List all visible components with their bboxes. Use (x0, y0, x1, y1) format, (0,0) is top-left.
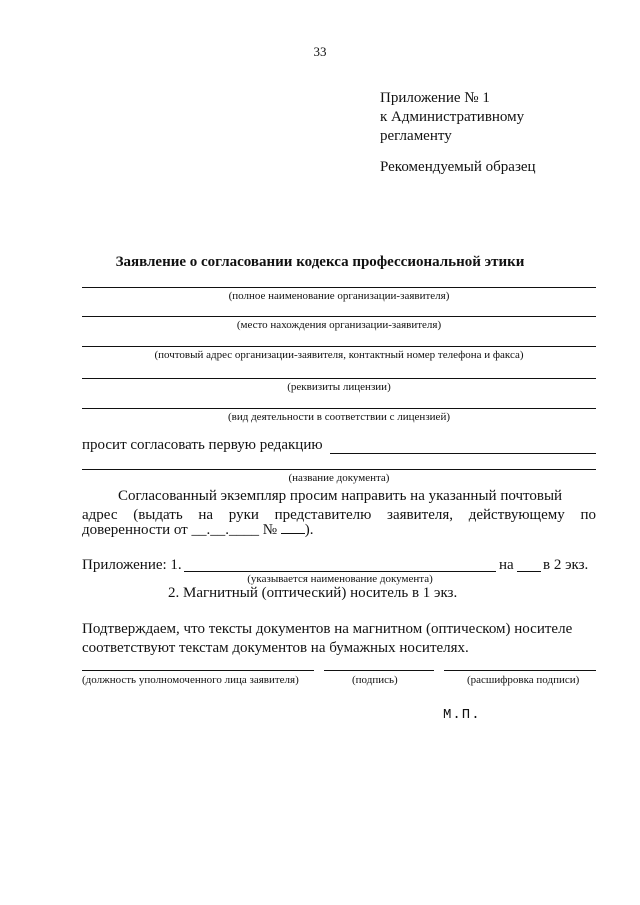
field-caption-postal-address: (почтовый адрес организации-заявителя, контактный номер телефона и факса) (154, 349, 524, 361)
field-line-location[interactable] (82, 316, 596, 317)
attachment-item-2: 2. Магнитный (оптический) носитель в 1 экз. (168, 585, 458, 601)
attachment-on-label: на (499, 557, 514, 573)
page-number: 33 (313, 44, 327, 59)
attachment-copies: в 2 экз. (543, 557, 589, 573)
paragraph-proxy-prefix: доверенности от (82, 522, 188, 538)
attachment-sheets-field[interactable] (517, 571, 541, 572)
appendix-line-3: регламенту (380, 128, 452, 144)
request-text: просит согласовать первую редакцию (82, 437, 323, 453)
field-caption-activity: (вид деятельности в соответствии с лицензией) (228, 411, 450, 423)
paragraph-line-1: Согласованный экземпляр просим направить на указанный почтовый (118, 488, 563, 504)
appendix-line-1: Приложение № 1 (380, 90, 490, 106)
field-line-license[interactable] (82, 378, 596, 379)
paragraph-line-2: адрес (выдать на руки представителю заявителя, действующему по (82, 507, 596, 523)
field-caption-location: (место нахождения организации-заявителя) (236, 319, 442, 331)
field-line-postal-address[interactable] (82, 346, 596, 347)
proxy-date-field[interactable]: __.__.____ (191, 522, 259, 538)
signature-decode-caption: (расшифровка подписи) (467, 674, 580, 686)
signature-position-caption: (должность уполномоченного лица заявителя) (82, 674, 299, 686)
field-line-activity[interactable] (82, 408, 596, 409)
signature-decode-line[interactable] (444, 670, 596, 671)
proxy-number-label: № (262, 522, 278, 538)
signature-position-line[interactable] (82, 670, 314, 671)
appendix-block (380, 89, 524, 146)
field-line-org-name[interactable] (82, 287, 596, 288)
document-title: Заявление о согласовании кодекса профессиональной этики (115, 254, 525, 270)
paragraph-proxy-suffix: ). (304, 522, 314, 538)
attachment-1-line[interactable] (184, 571, 496, 572)
stamp-place: М.П. (443, 707, 481, 723)
proxy-number-field[interactable] (281, 533, 305, 534)
field-caption-doc-name: (название документа) (288, 472, 390, 484)
signature-sign-caption: (подпись) (352, 674, 398, 686)
attachment-caption: (указывается наименование документа) (247, 573, 433, 585)
field-caption-license: (реквизиты лицензии) (287, 381, 391, 393)
request-doc-line[interactable] (330, 453, 596, 454)
field-caption-org-name: (полное наименование организации-заявителя) (228, 290, 450, 302)
paragraph-line-3 (82, 522, 314, 539)
sample-label: Рекомендуемый образец (380, 159, 536, 175)
field-line-doc-name[interactable] (82, 469, 596, 470)
appendix-line-2: к Административному (380, 109, 525, 125)
attachment-label: Приложение: 1. (82, 557, 182, 573)
signature-sign-line[interactable] (324, 670, 434, 671)
confirm-line-1: Подтверждаем, что тексты документов на магнитном (оптическом) носителе (82, 621, 573, 637)
confirm-line-2: соответствуют текстам документов на бумажных носителях. (82, 640, 469, 656)
